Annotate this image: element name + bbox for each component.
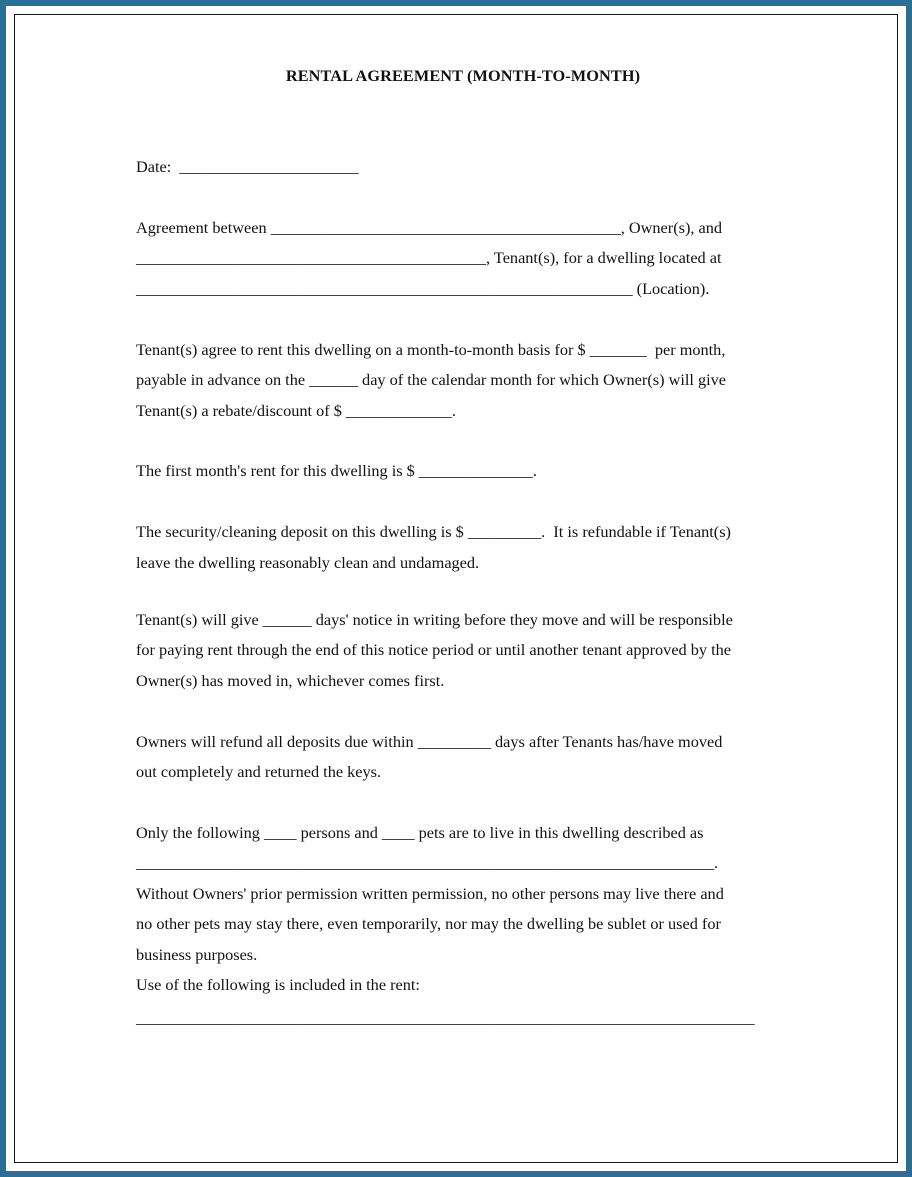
deposit-line-1: The security/cleaning deposit on this dwelling is $ _________. It is refundable if Tenant(s) xyxy=(136,522,731,541)
agreement-line-2: ___________________________________________, Tenant(s), for a dwelling located at xyxy=(136,248,722,267)
rent-line-2: payable in advance on the ______ day of the calendar month for which Owner(s) will give xyxy=(136,370,727,389)
refund-line-2: out completely and returned the keys. xyxy=(136,762,382,781)
notice-line-3: Owner(s) has moved in, whichever comes first. xyxy=(136,671,445,690)
agreement-line-3: _____________________________________________________________ (Location). xyxy=(136,279,710,298)
notice-line-2: for paying rent through the end of this notice period or until another tenant approved by the xyxy=(136,640,732,659)
date-line: Date: ______________________ xyxy=(136,157,359,176)
permission-line-3: business purposes. xyxy=(136,945,258,964)
first-month-line: The first month's rent for this dwelling is $ ______________. xyxy=(136,461,537,480)
rent-line-3: Tenant(s) a rebate/discount of $ _____________. xyxy=(136,401,456,420)
occupants-line-2: _______________________________________________________________________. xyxy=(136,853,719,872)
refund-line-1: Owners will refund all deposits due within _________ days after Tenants has/have moved xyxy=(136,732,723,751)
permission-line-1: Without Owners' prior permission written permission, no other persons may live there and xyxy=(136,884,724,903)
included-line: Use of the following is included in the rent: xyxy=(136,975,420,994)
permission-line-2: no other pets may stay there, even temporarily, nor may the dwelling be sublet or used for xyxy=(136,914,721,933)
occupants-line-1: Only the following ____ persons and ____ pets are to live in this dwelling described as xyxy=(136,823,704,842)
deposit-line-2: leave the dwelling reasonably clean and undamaged. xyxy=(136,553,480,572)
agreement-line-1: Agreement between ___________________________________________, Owner(s), and xyxy=(136,218,723,237)
included-blank-line: ____________________________________________________________________________ xyxy=(136,1008,755,1027)
document-title: RENTAL AGREEMENT (MONTH-TO-MONTH) xyxy=(285,66,641,85)
rent-line-1: Tenant(s) agree to rent this dwelling on a month-to-month basis for $ _______ per month, xyxy=(136,340,726,359)
notice-line-1: Tenant(s) will give ______ days' notice in writing before they move and will be responsible xyxy=(136,610,733,629)
